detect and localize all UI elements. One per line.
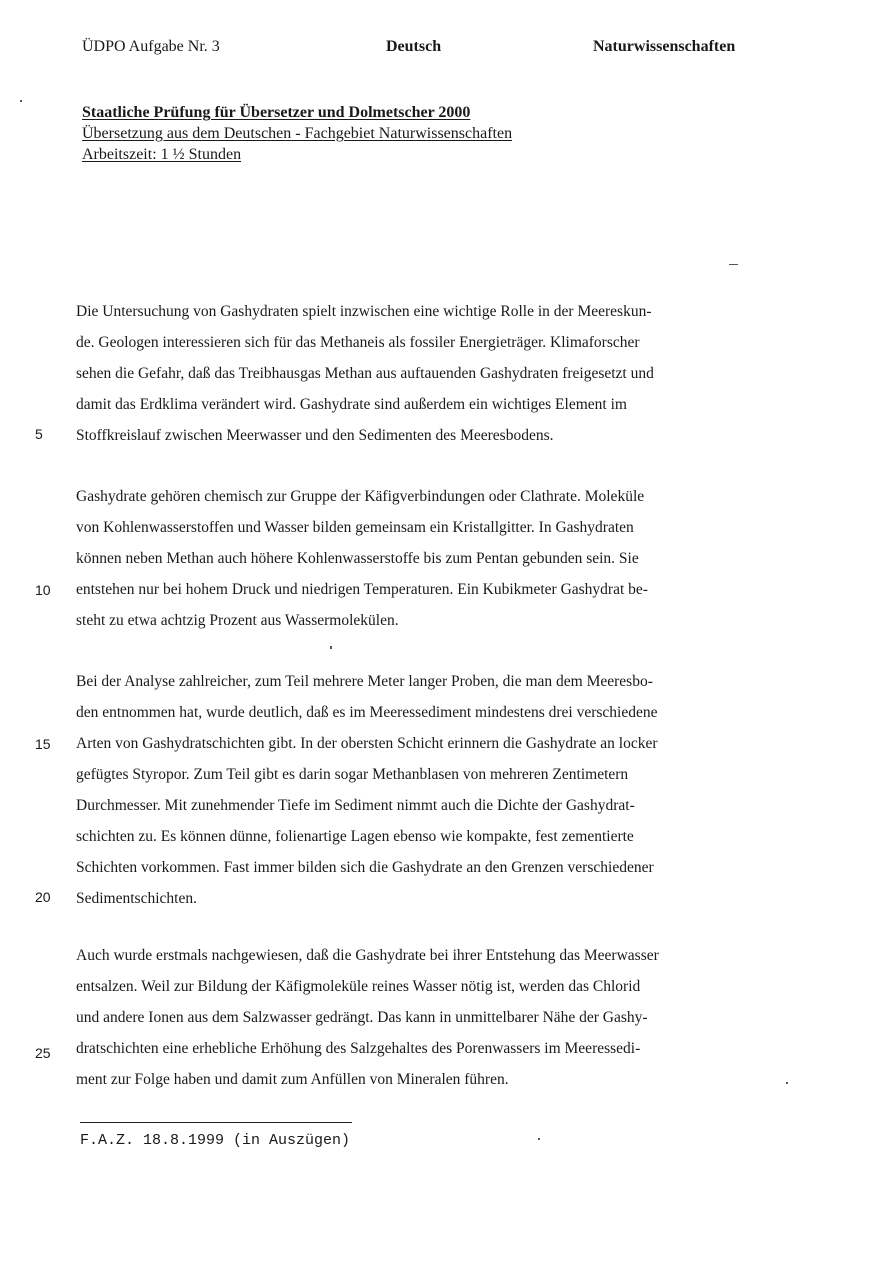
text-line: sehen die Gefahr, daß das Treibhausgas Methan aus auftauenden Gashydraten freigesetzt und (76, 365, 654, 382)
header-exam-id: ÜDPO Aufgabe Nr. 3 (82, 38, 220, 55)
text-line: steht zu etwa achtzig Prozent aus Wassermolekülen. (76, 612, 399, 629)
line-number: 15 (35, 736, 51, 752)
text-line: entsalzen. Weil zur Bildung der Käfigmoleküle reines Wasser nötig ist, werden das Chlorid (76, 978, 641, 995)
source-citation: F.A.Z. 18.8.1999 (in Auszügen) (80, 1132, 351, 1149)
text-line: den entnommen hat, wurde deutlich, daß es im Meeressediment mindestens drei verschiedene (76, 704, 658, 721)
line-number: 10 (35, 582, 51, 598)
paragraph-2 (76, 481, 648, 636)
text-line: Arten von Gashydratschichten gibt. In der obersten Schicht erinnern die Gashydrate an locker (76, 735, 658, 752)
text-line: Die Untersuchung von Gashydraten spielt inzwischen eine wichtige Rolle in der Meereskun- (76, 303, 652, 320)
title-block (82, 102, 512, 165)
exam-title: Staatliche Prüfung für Übersetzer und Dolmetscher 2000 (82, 104, 471, 121)
text-line: und andere Ionen aus dem Salzwasser gedrängt. Das kann in unmittelbarer Nähe der Gashy- (76, 1009, 648, 1026)
scan-speck (729, 264, 738, 265)
exam-time: Arbeitszeit: 1 ½ Stunden (82, 146, 242, 163)
paragraph-1 (76, 296, 654, 451)
text-line: schichten zu. Es können dünne, folienartige Lagen ebenso wie kompakte, fest zementierte (76, 828, 634, 845)
paragraph-3 (76, 666, 658, 914)
scan-speck (330, 646, 332, 649)
text-line: Sedimentschichten. (76, 890, 197, 907)
text-line: Schichten vorkommen. Fast immer bilden sich die Gashydrate an den Grenzen verschiedener (76, 859, 654, 876)
text-line: Auch wurde erstmals nachgewiesen, daß die Gashydrate bei ihrer Entstehung das Meerwasser (76, 947, 659, 964)
text-line: können neben Methan auch höhere Kohlenwasserstoffe bis zum Pentan gebunden sein. Sie (76, 550, 639, 567)
text-line: Gashydrate gehören chemisch zur Gruppe der Käfigverbindungen oder Clathrate. Moleküle (76, 488, 645, 505)
scan-speck (538, 1138, 540, 1140)
header-subject: Naturwissenschaften (593, 38, 736, 55)
line-number: 5 (35, 426, 43, 442)
text-line: Durchmesser. Mit zunehmender Tiefe im Sediment nimmt auch die Dichte der Gashydrat- (76, 797, 635, 814)
scan-speck (20, 100, 22, 102)
text-line: Bei der Analyse zahlreicher, zum Teil mehrere Meter langer Proben, die man dem Meeresbo- (76, 673, 653, 690)
text-line: ment zur Folge haben und damit zum Anfüllen von Mineralen führen. (76, 1071, 509, 1088)
source-divider (80, 1122, 352, 1123)
line-number: 20 (35, 889, 51, 905)
text-line: Stoffkreislauf zwischen Meerwasser und den Sedimenten des Meeresbodens. (76, 427, 554, 444)
text-line: von Kohlenwasserstoffen und Wasser bilden gemeinsam ein Kristallgitter. In Gashydraten (76, 519, 634, 536)
scan-speck (786, 1082, 788, 1084)
exam-subtitle: Übersetzung aus dem Deutschen - Fachgebiet Naturwissenschaften (82, 125, 513, 142)
text-line: gefügtes Styropor. Zum Teil gibt es darin sogar Methanblasen von mehreren Zentimetern (76, 766, 629, 783)
text-line: dratschichten eine erhebliche Erhöhung des Salzgehaltes des Porenwassers im Meeressedi- (76, 1040, 641, 1057)
text-line: entstehen nur bei hohem Druck und niedrigen Temperaturen. Ein Kubikmeter Gashydrat be- (76, 581, 648, 598)
line-number: 25 (35, 1045, 51, 1061)
text-line: damit das Erdklima verändert wird. Gashydrate sind außerdem ein wichtiges Element im (76, 396, 627, 413)
header-language: Deutsch (386, 38, 442, 55)
text-line: de. Geologen interessieren sich für das Methaneis als fossiler Energieträger. Klimaforscher (76, 334, 640, 351)
paragraph-4 (76, 940, 659, 1095)
